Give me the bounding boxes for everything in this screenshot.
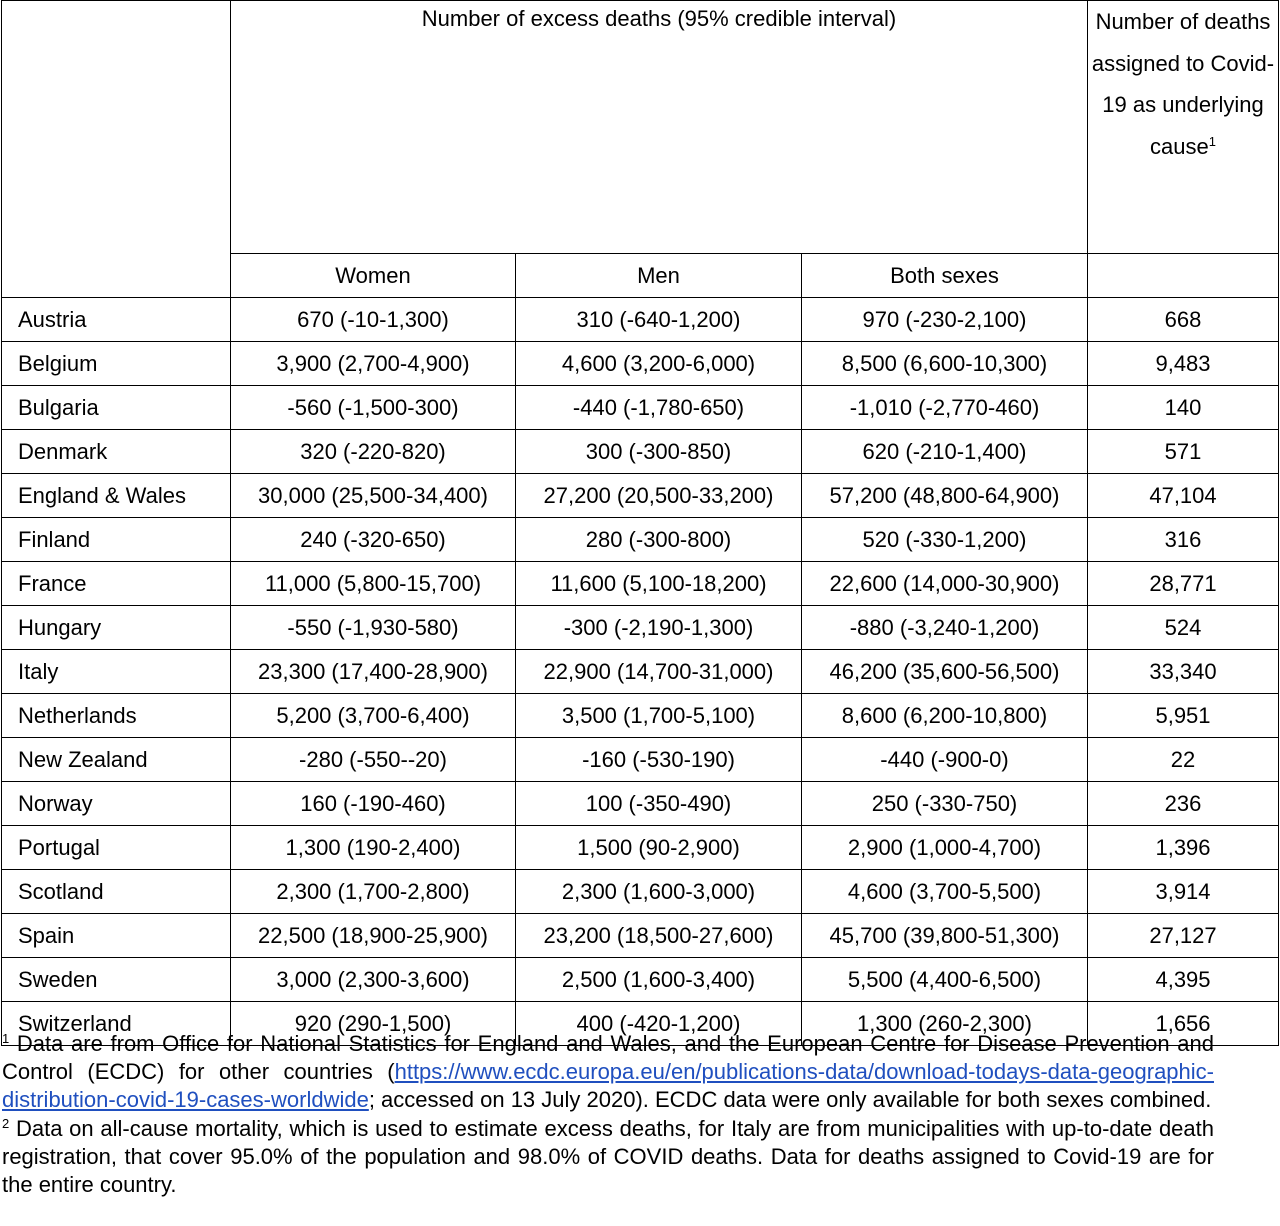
covid-cell: 524 bbox=[1088, 606, 1279, 650]
covid-cell: 1,656 bbox=[1088, 1002, 1279, 1046]
table-row bbox=[2, 694, 1279, 738]
both-cell: 1,300 (260-2,300) bbox=[802, 1002, 1088, 1046]
covid-cell: 668 bbox=[1088, 298, 1279, 342]
footnote-1-marker: 1 bbox=[2, 1031, 10, 1046]
country-cell: Bulgaria bbox=[2, 386, 231, 430]
men-cell: 11,600 (5,100-18,200) bbox=[516, 562, 802, 606]
men-cell: 280 (-300-800) bbox=[516, 518, 802, 562]
men-cell: 2,300 (1,600-3,000) bbox=[516, 870, 802, 914]
both-cell: 8,600 (6,200-10,800) bbox=[802, 694, 1088, 738]
country-cell: France bbox=[2, 562, 231, 606]
both-sexes-header: Both sexes bbox=[802, 254, 1088, 298]
footnote-1-text-end: ; accessed on 13 July 2020). ECDC data were only available for both sexes combined. bbox=[368, 1087, 1212, 1113]
covid-cell: 9,483 bbox=[1088, 342, 1279, 386]
table-row bbox=[2, 562, 1279, 606]
women-header: Women bbox=[231, 254, 516, 298]
header-row-1 bbox=[2, 1, 1279, 254]
country-cell: Norway bbox=[2, 782, 231, 826]
excess-deaths-table bbox=[1, 0, 1279, 1046]
women-cell: 1,300 (190-2,400) bbox=[231, 826, 516, 870]
country-cell: New Zealand bbox=[2, 738, 231, 782]
covid-cell: 3,914 bbox=[1088, 870, 1279, 914]
both-cell: 2,900 (1,000-4,700) bbox=[802, 826, 1088, 870]
both-cell: 970 (-230-2,100) bbox=[802, 298, 1088, 342]
women-cell: 3,000 (2,300-3,600) bbox=[231, 958, 516, 1002]
table-row bbox=[2, 914, 1279, 958]
both-cell: 620 (-210-1,400) bbox=[802, 430, 1088, 474]
men-cell: 2,500 (1,600-3,400) bbox=[516, 958, 802, 1002]
women-cell: 11,000 (5,800-15,700) bbox=[231, 562, 516, 606]
men-cell: -300 (-2,190-1,300) bbox=[516, 606, 802, 650]
country-cell: Portugal bbox=[2, 826, 231, 870]
both-cell: -1,010 (-2,770-460) bbox=[802, 386, 1088, 430]
table-row bbox=[2, 474, 1279, 518]
footnote-1 bbox=[2, 1030, 1214, 1115]
table-row bbox=[2, 518, 1279, 562]
men-cell: 3,500 (1,700-5,100) bbox=[516, 694, 802, 738]
covid-cell: 140 bbox=[1088, 386, 1279, 430]
both-cell: 45,700 (39,800-51,300) bbox=[802, 914, 1088, 958]
table-row bbox=[2, 826, 1279, 870]
men-cell: -440 (-1,780-650) bbox=[516, 386, 802, 430]
excess-deaths-header: Number of excess deaths (95% credible interval) bbox=[231, 1, 1088, 254]
country-cell: Finland bbox=[2, 518, 231, 562]
covid-deaths-header-text: Number of deaths assigned to Covid-19 as underlying cause bbox=[1091, 9, 1275, 160]
country-cell: Austria bbox=[2, 298, 231, 342]
country-cell: Sweden bbox=[2, 958, 231, 1002]
covid-deaths-header bbox=[1088, 1, 1279, 254]
men-cell: 1,500 (90-2,900) bbox=[516, 826, 802, 870]
covid-cell: 236 bbox=[1088, 782, 1279, 826]
table-body bbox=[2, 298, 1279, 1046]
men-cell: 4,600 (3,200-6,000) bbox=[516, 342, 802, 386]
table-row bbox=[2, 342, 1279, 386]
country-cell: Spain bbox=[2, 914, 231, 958]
both-cell: -440 (-900-0) bbox=[802, 738, 1088, 782]
table-row bbox=[2, 298, 1279, 342]
women-cell: 320 (-220-820) bbox=[231, 430, 516, 474]
men-cell: 100 (-350-490) bbox=[516, 782, 802, 826]
table-row bbox=[2, 738, 1279, 782]
both-cell: 22,600 (14,000-30,900) bbox=[802, 562, 1088, 606]
women-cell: -280 (-550--20) bbox=[231, 738, 516, 782]
country-cell: Denmark bbox=[2, 430, 231, 474]
footnote-ref-1: 1 bbox=[1208, 134, 1216, 150]
covid-cell: 571 bbox=[1088, 430, 1279, 474]
footnote-2 bbox=[2, 1115, 1214, 1200]
table-row bbox=[2, 650, 1279, 694]
header-empty-cell bbox=[2, 1, 231, 298]
women-cell: 670 (-10-1,300) bbox=[231, 298, 516, 342]
country-cell: Belgium bbox=[2, 342, 231, 386]
men-cell: 310 (-640-1,200) bbox=[516, 298, 802, 342]
women-cell: 160 (-190-460) bbox=[231, 782, 516, 826]
covid-cell: 1,396 bbox=[1088, 826, 1279, 870]
men-cell: 27,200 (20,500-33,200) bbox=[516, 474, 802, 518]
women-cell: 920 (290-1,500) bbox=[231, 1002, 516, 1046]
women-cell: -550 (-1,930-580) bbox=[231, 606, 516, 650]
both-cell: 4,600 (3,700-5,500) bbox=[802, 870, 1088, 914]
covid-cell: 4,395 bbox=[1088, 958, 1279, 1002]
men-cell: 300 (-300-850) bbox=[516, 430, 802, 474]
women-cell: -560 (-1,500-300) bbox=[231, 386, 516, 430]
both-cell: 5,500 (4,400-6,500) bbox=[802, 958, 1088, 1002]
both-cell: 46,200 (35,600-56,500) bbox=[802, 650, 1088, 694]
covid-cell: 27,127 bbox=[1088, 914, 1279, 958]
women-cell: 240 (-320-650) bbox=[231, 518, 516, 562]
footnote-1-text: Data are from Office for National Statistics for England and Wales, and the European Centre for Disease Prevention and Control (ECDC) for other countries ( bbox=[2, 1031, 1214, 1085]
men-header: Men bbox=[516, 254, 802, 298]
covid-cell: 28,771 bbox=[1088, 562, 1279, 606]
country-cell: Hungary bbox=[2, 606, 231, 650]
covid-cell: 316 bbox=[1088, 518, 1279, 562]
country-cell: England & Wales bbox=[2, 474, 231, 518]
footnote-2-marker: 2 bbox=[2, 1115, 10, 1131]
country-cell: Scotland bbox=[2, 870, 231, 914]
men-cell: 22,900 (14,700-31,000) bbox=[516, 650, 802, 694]
country-cell: Netherlands bbox=[2, 694, 231, 738]
men-cell: -160 (-530-190) bbox=[516, 738, 802, 782]
covid-cell: 33,340 bbox=[1088, 650, 1279, 694]
header-empty-covid-cell bbox=[1088, 254, 1279, 298]
men-cell: 23,200 (18,500-27,600) bbox=[516, 914, 802, 958]
women-cell: 3,900 (2,700-4,900) bbox=[231, 342, 516, 386]
table-row bbox=[2, 782, 1279, 826]
women-cell: 2,300 (1,700-2,800) bbox=[231, 870, 516, 914]
country-cell: Switzerland bbox=[2, 1002, 231, 1046]
women-cell: 30,000 (25,500-34,400) bbox=[231, 474, 516, 518]
women-cell: 5,200 (3,700-6,400) bbox=[231, 694, 516, 738]
both-cell: 8,500 (6,600-10,300) bbox=[802, 342, 1088, 386]
men-cell: 400 (-420-1,200) bbox=[516, 1002, 802, 1046]
table-row bbox=[2, 870, 1279, 914]
footnote-2-text: Data on all-cause mortality, which is used to estimate excess deaths, for Italy are from municipalities with up-to-date death registration, that cover 95.0% of the population and 98.0% of COVID deaths. Data for deaths assigned to Covid-19 are for the entire country. bbox=[2, 1115, 1214, 1198]
both-cell: 57,200 (48,800-64,900) bbox=[802, 474, 1088, 518]
footnotes bbox=[2, 1030, 1214, 1199]
women-cell: 23,300 (17,400-28,900) bbox=[231, 650, 516, 694]
table-row bbox=[2, 606, 1279, 650]
covid-cell: 47,104 bbox=[1088, 474, 1279, 518]
table-row bbox=[2, 386, 1279, 430]
both-cell: 520 (-330-1,200) bbox=[802, 518, 1088, 562]
women-cell: 22,500 (18,900-25,900) bbox=[231, 914, 516, 958]
both-cell: -880 (-3,240-1,200) bbox=[802, 606, 1088, 650]
covid-cell: 22 bbox=[1088, 738, 1279, 782]
table-row bbox=[2, 958, 1279, 1002]
table-row bbox=[2, 430, 1279, 474]
both-cell: 250 (-330-750) bbox=[802, 782, 1088, 826]
ecdc-link[interactable]: https://www.ecdc.europa.eu/en/publications-data/download-todays-data-geographic-distribution-covid-19-cases-worldwide bbox=[2, 1059, 1214, 1113]
country-cell: Italy bbox=[2, 650, 231, 694]
covid-cell: 5,951 bbox=[1088, 694, 1279, 738]
